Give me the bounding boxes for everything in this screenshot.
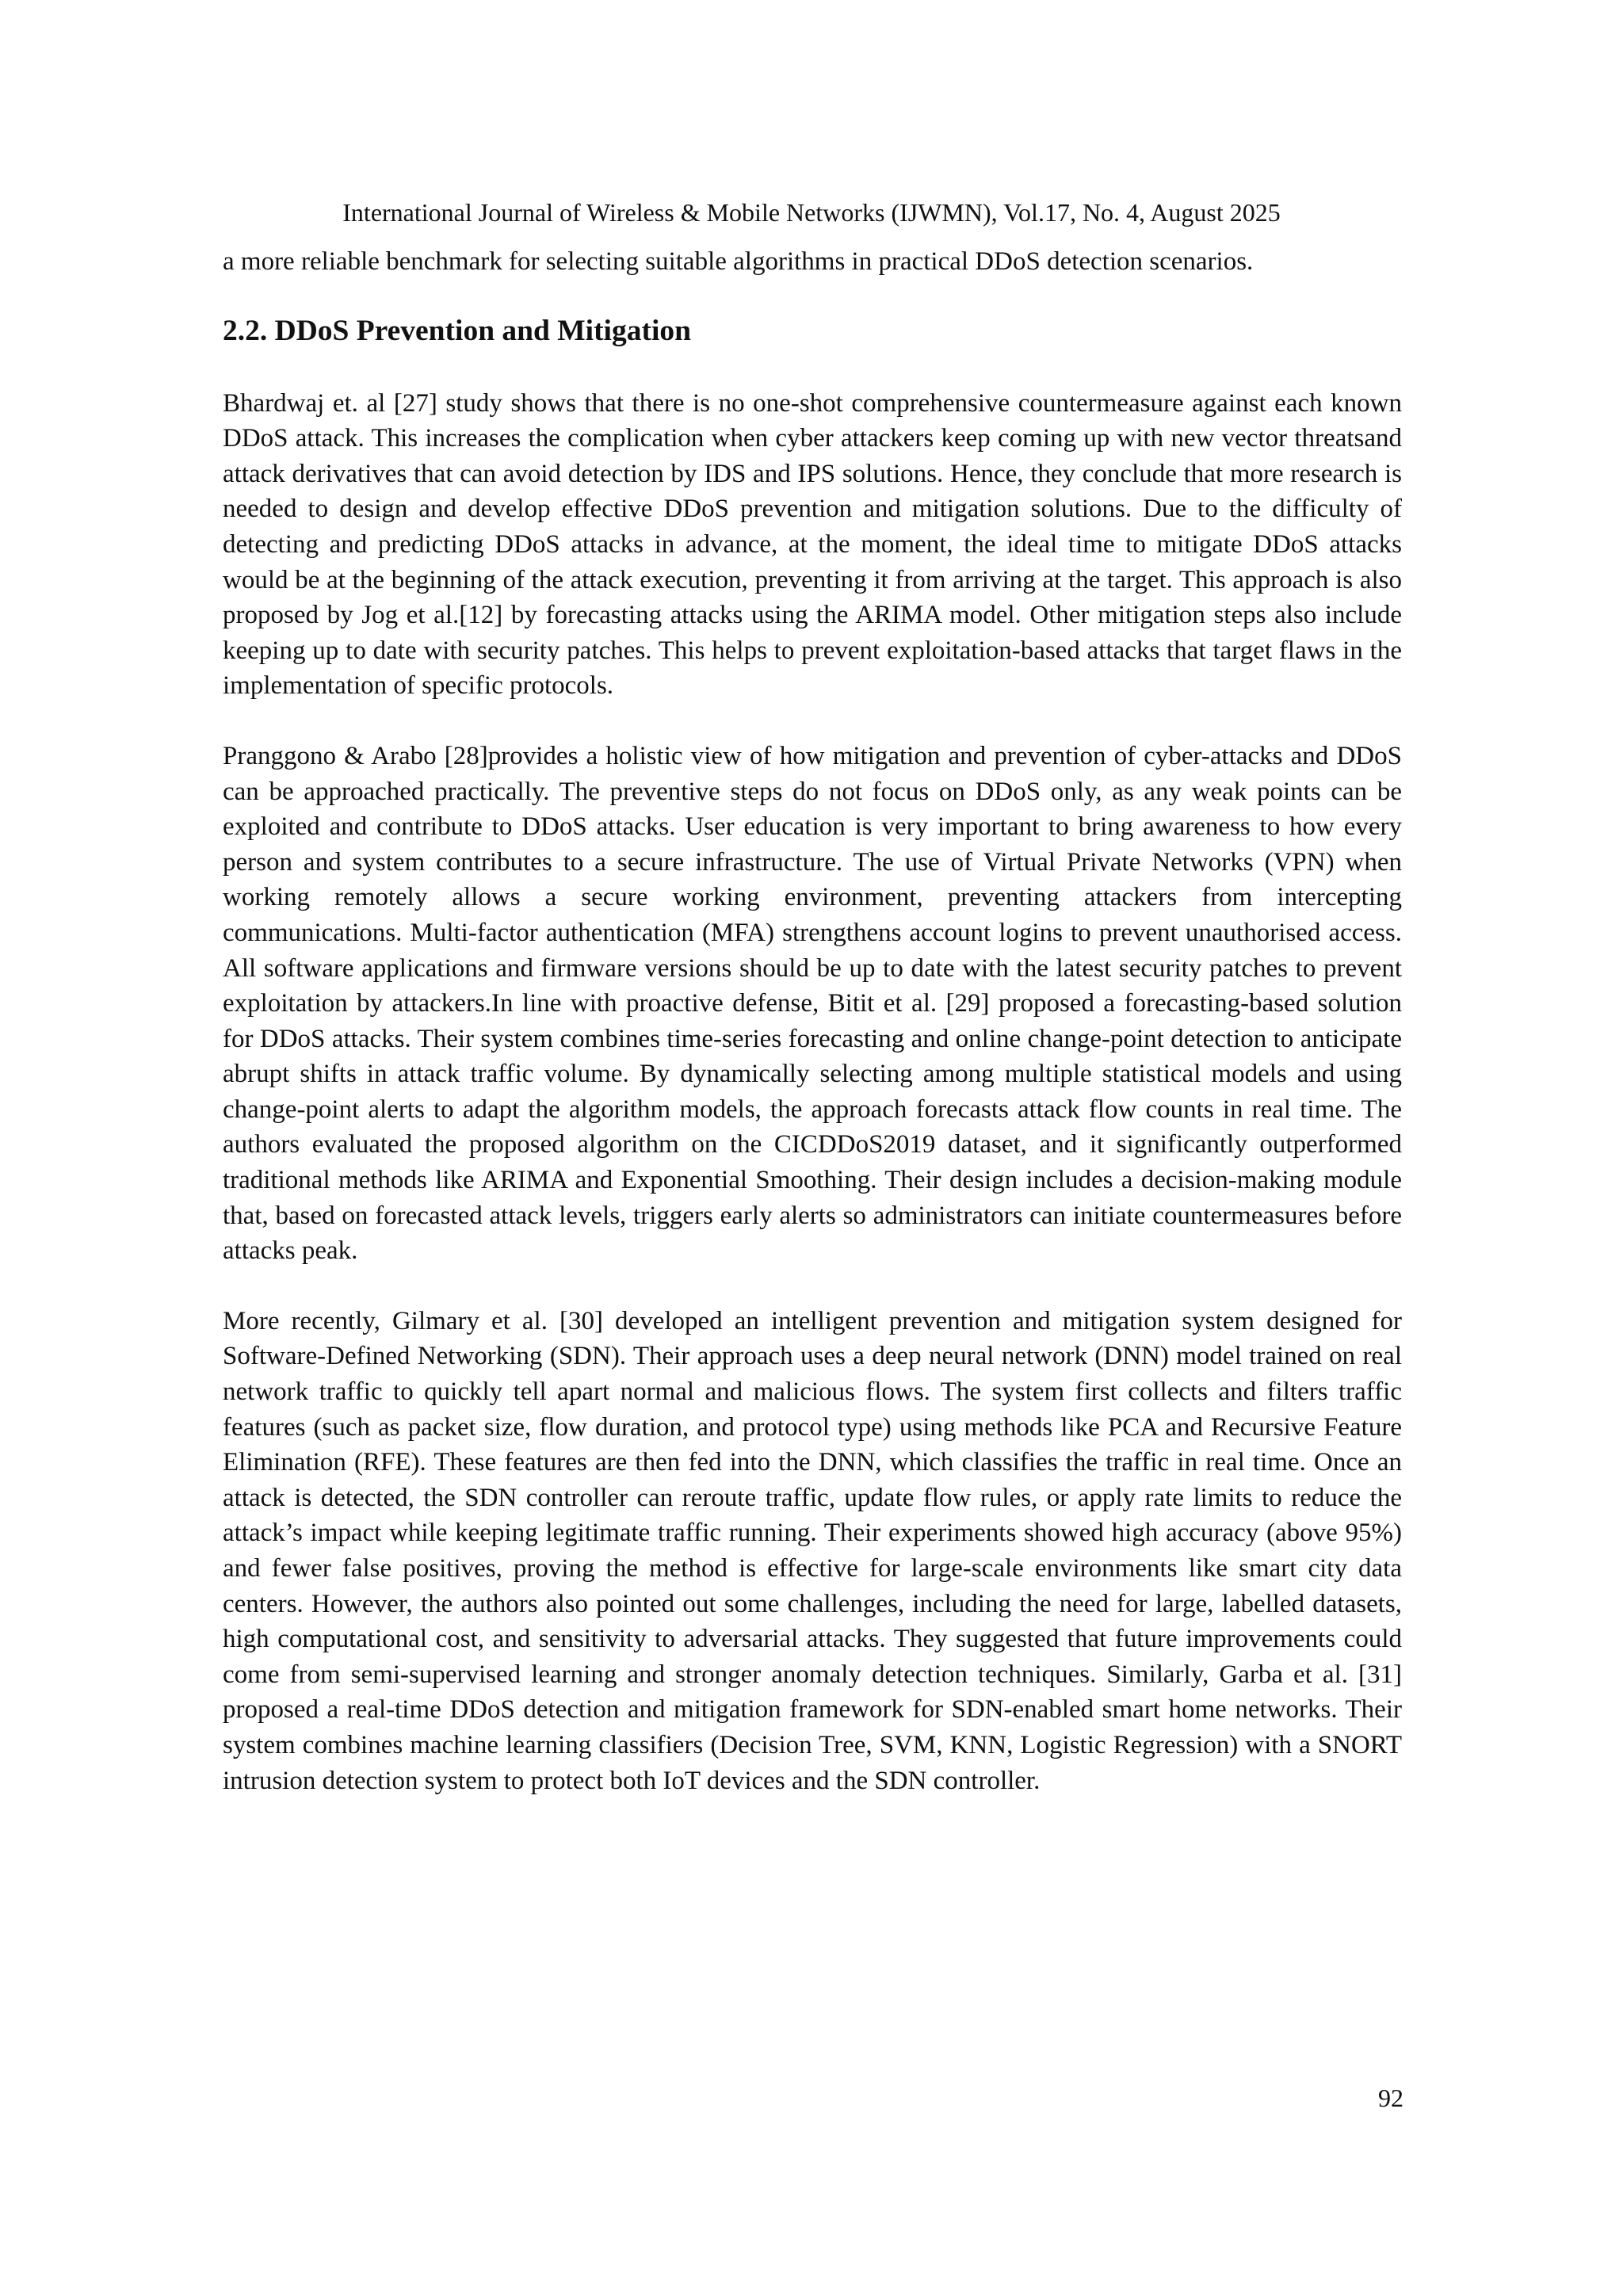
paragraph-bhardwaj: Bhardwaj et. al [27] study shows that there is no one-shot comprehensive countermeasure against each known DDoS attack. This increases the complication when cyber attackers keep coming up with new vector threatsand attack derivatives that can avoid detection by IDS and IPS solutions. Hence, they conclude that more research is needed to design and develop effective DDoS prevention and mitigation solutions. Due to the difficulty of detecting and predicting DDoS attacks in advance, at the moment, the ideal time to mitigate DDoS attacks would be at the beginning of the attack execution, preventing it from arriving at the target. This approach is also proposed by Jog et al.[12] by forecasting attacks using the ARIMA model. Other mitigation steps also include keeping up to date with security patches. This helps to prevent exploitation-based attacks that target flaws in the implementation of specific protocols. bbox=[223, 388, 1402, 701]
paragraph-spacer bbox=[223, 1269, 1402, 1304]
paragraph-spacer bbox=[223, 704, 1402, 739]
section-heading: 2.2. DDoS Prevention and Mitigation bbox=[223, 314, 691, 347]
article-body bbox=[223, 244, 1402, 1798]
paragraph-gilmary: More recently, Gilmary et al. [30] developed an intelligent prevention and mitigation system designed for Software-Defined Networking (SDN). Their approach uses a deep neural network (DNN) model trained on real network traffic to quickly tell apart normal and malicious flows. The system first collects and filters traffic features (such as packet size, flow duration, and protocol type) using methods like PCA and Recursive Feature Elimination (RFE). These features are then fed into the DNN, which classifies the traffic in real time. Once an attack is detected, the SDN controller can reroute traffic, update flow rules, or apply rate limits to reduce the attack’s impact while keeping legitimate traffic running. Their experiments showed high accuracy (above 95%) and fewer false positives, proving the method is effective for large-scale environments like smart city data centers. However, the authors also pointed out some challenges, including the need for large, labelled datasets, high computational cost, and sensitivity to adversarial attacks. They suggested that future improvements could come from semi-supervised learning and stronger anomaly detection techniques. Similarly, Garba et al. [31] proposed a real-time DDoS detection and mitigation framework for SDN-enabled smart home networks. Their system combines machine learning classifiers (Decision Tree, SVM, KNN, Logistic Regression) with a SNORT intrusion detection system to protect both IoT devices and the SDN controller. bbox=[223, 1306, 1402, 1795]
running-header: International Journal of Wireless & Mobile Networks (IJWMN), Vol.17, No. 4, August 2025 bbox=[342, 198, 1281, 227]
paragraph-pranggono: Pranggono & Arabo [28]provides a holistic view of how mitigation and prevention of cyber-attacks and DDoS can be approached practically. The preventive steps do not focus on DDoS only, as any weak points can be exploited and contribute to DDoS attacks. User education is very important to bring awareness to how every person and system contributes to a secure infrastructure. The use of Virtual Private Networks (VPN) when working remotely allows a secure working environment, preventing attackers from intercepting communications. Multi-factor authentication (MFA) strengthens account logins to prevent unauthorised access. All software applications and firmware versions should be up to date with the latest security patches to prevent exploitation by attackers.In line with proactive defense, Bitit et al. [29] proposed a forecasting-based solution for DDoS attacks. Their system combines time-series forecasting and online change-point detection to anticipate abrupt shifts in attack traffic volume. By dynamically selecting among multiple statistical models and using change-point alerts to adapt the algorithm models, the approach forecasts attack flow counts in real time. The authors evaluated the proposed algorithm on the CICDDoS2019 dataset, and it significantly outperformed traditional methods like ARIMA and Exponential Smoothing. Their design includes a decision-making module that, based on forecasted attack levels, triggers early alerts so administrators can initiate countermeasures before attacks peak. bbox=[223, 741, 1402, 1266]
page-number: 92 bbox=[1378, 2084, 1403, 2112]
intro-paragraph: a more reliable benchmark for selecting suitable algorithms in practical DDoS detection scenarios. bbox=[223, 247, 1254, 276]
